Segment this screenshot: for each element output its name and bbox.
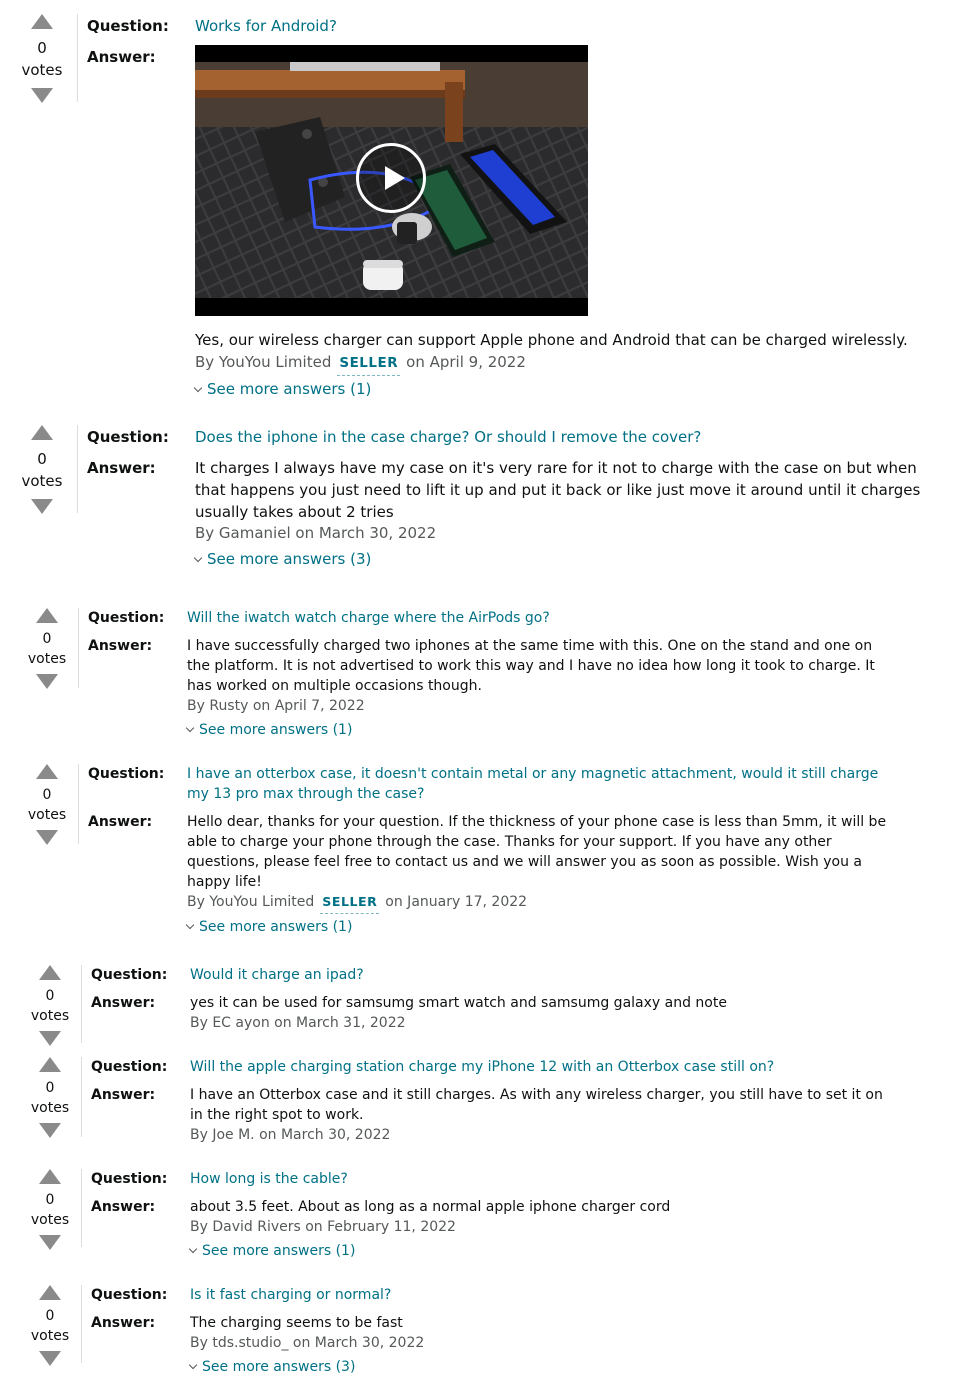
answer-label: Answer: [88,638,153,654]
vote-count: 0 [37,450,47,468]
question-link[interactable]: Will the apple charging station charge my iPhone 12 with an Otterbox case still on? [190,1059,775,1075]
answer-line: I have an Otterbox case and it still charges. As with any wireless charger, you still have to set it on [190,1087,883,1103]
upvote-arrow-icon[interactable] [36,608,58,623]
downvote-arrow-icon[interactable] [31,499,53,514]
vote-widget [12,764,82,845]
chevron-down-icon [194,384,202,392]
downvote-arrow-icon[interactable] [39,1351,61,1366]
answer-line: questions, please feel free to contact us and we will answer you as soon as possible. Wish you a [187,854,862,870]
answer-label: Answer: [88,814,153,830]
downvote-arrow-icon[interactable] [39,1123,61,1138]
upvote-arrow-icon[interactable] [39,965,61,980]
answer-line: It charges I always have my case on it's very rare for it not to charge with the case on but when [195,459,917,477]
answer-byline: By tds.studio_ on March 30, 2022 [190,1335,425,1351]
question-link[interactable]: Will the iwatch watch charge where the AirPods go? [187,610,550,626]
answer-byline [195,351,526,376]
answer-line: happy life! [187,874,262,890]
answer-date: on April 9, 2022 [406,353,526,371]
question-label: Question: [88,766,165,782]
downvote-arrow-icon[interactable] [39,1235,61,1250]
votes-label: votes [30,1328,70,1344]
see-more-answers-link[interactable] [190,1241,355,1261]
chevron-down-icon [194,554,202,562]
answer-text [190,993,727,1013]
question-label: Question: [91,967,168,983]
votes-label: votes [30,1008,70,1024]
see-more-label: See more answers (1) [202,1243,356,1259]
answer-byline: By Gamaniel on March 30, 2022 [195,524,437,542]
see-more-label: See more answers (1) [207,380,372,398]
answer-text [195,457,920,523]
chevron-down-icon [186,921,194,929]
divider [77,14,78,102]
answer-line: in the right spot to work. [190,1107,364,1123]
answer-byline: By Rusty on April 7, 2022 [187,698,365,714]
question-link[interactable] [187,764,878,804]
answer-text: Yes, our wireless charger can support Apple phone and Android that can be charged wirelessly. [195,331,908,349]
see-more-answers-link[interactable] [187,720,352,740]
answer-text [190,1313,403,1333]
answer-line: about 3.5 feet. About as long as a normal apple iphone charger cord [190,1199,671,1215]
votes-label: votes [27,651,67,667]
question-line[interactable]: I have an otterbox case, it doesn't contain metal or any magnetic attachment, would it still charge [187,766,879,782]
downvote-arrow-icon[interactable] [39,1031,61,1046]
answer-line: usually takes about 2 tries [195,503,394,521]
upvote-arrow-icon[interactable] [31,14,53,29]
question-label: Question: [91,1171,168,1187]
answer-line: able to charge your phone through the case. Thanks for your support. If you have any other [187,834,832,850]
question-label: Question: [87,17,169,35]
answer-byline [187,892,527,914]
answer-line: yes it can be used for samsumg smart watch and samsumg galaxy and note [190,995,727,1011]
answer-line: The charging seems to be fast [190,1315,403,1331]
votes-label: votes [21,61,63,79]
upvote-arrow-icon[interactable] [36,764,58,779]
answer-text [187,636,875,696]
answer-byline: By EC ayon on March 31, 2022 [190,1015,406,1031]
answer-text [190,1085,883,1125]
author-name: By YouYou Limited [195,353,332,371]
question-label: Question: [91,1287,168,1303]
vote-widget [15,1057,85,1138]
vote-count: 0 [42,631,52,647]
divider [81,965,82,1043]
vote-widget [7,425,77,514]
answer-video[interactable] [195,45,588,316]
chevron-down-icon [186,724,194,732]
see-more-answers-link[interactable] [195,378,371,400]
vote-count: 0 [45,1080,55,1096]
answer-line: the platform. It is not advertised to work this way and I have no idea how long it took to charge. It [187,658,875,674]
answer-label: Answer: [87,48,156,66]
vote-widget [15,1169,85,1250]
answer-line: has worked on multiple occasions though. [187,678,482,694]
vote-widget [12,608,82,689]
upvote-arrow-icon[interactable] [39,1285,61,1300]
see-more-label: See more answers (1) [199,919,353,935]
votes-label: votes [30,1100,70,1116]
seller-badge[interactable]: SELLER [337,352,400,376]
see-more-label: See more answers (3) [207,550,372,568]
vote-count: 0 [45,988,55,1004]
upvote-arrow-icon[interactable] [39,1057,61,1072]
answer-text [187,812,886,892]
answer-label: Answer: [91,1315,156,1331]
divider [81,1285,82,1363]
answer-date: on January 17, 2022 [385,894,528,910]
see-more-label: See more answers (1) [199,722,353,738]
answer-line: I have successfully charged two iphones at the same time with this. One on the stand and one on [187,638,873,654]
answer-byline: By Joe M. on March 30, 2022 [190,1127,391,1143]
answer-label: Answer: [87,459,156,477]
upvote-arrow-icon[interactable] [39,1169,61,1184]
divider [77,425,78,513]
votes-label: votes [21,472,63,490]
answer-label: Answer: [91,1087,156,1103]
downvote-arrow-icon[interactable] [36,674,58,689]
answer-label: Answer: [91,995,156,1011]
question-link[interactable]: Would it charge an ipad? [190,967,364,983]
see-more-answers-link[interactable] [190,1357,355,1377]
answer-text [190,1197,670,1217]
see-more-label: See more answers (3) [202,1359,356,1375]
divider [78,608,79,688]
vote-widget [15,1285,85,1366]
downvote-arrow-icon[interactable] [31,88,53,103]
divider [78,764,79,844]
answer-label: Answer: [91,1199,156,1215]
question-line[interactable]: my 13 pro max through the case? [187,786,425,802]
vote-widget [7,14,77,103]
upvote-arrow-icon[interactable] [31,425,53,440]
vote-count: 0 [45,1192,55,1208]
question-label: Question: [91,1059,168,1075]
divider [81,1057,82,1137]
downvote-arrow-icon[interactable] [36,830,58,845]
vote-count: 0 [42,787,52,803]
author-name: By YouYou Limited [187,894,315,910]
question-link[interactable]: Is it fast charging or normal? [190,1287,392,1303]
votes-label: votes [30,1212,70,1228]
question-label: Question: [88,610,165,626]
votes-label: votes [27,807,67,823]
vote-widget [15,965,85,1046]
seller-badge[interactable]: SELLER [320,892,379,914]
see-more-answers-link[interactable] [187,917,352,937]
question-label: Question: [87,428,169,446]
question-link[interactable]: Works for Android? [195,17,337,35]
chevron-down-icon [189,1361,197,1369]
vote-count: 0 [45,1308,55,1324]
answer-line: Hello dear, thanks for your question. If the thickness of your phone case is less than 5mm, it will be [187,814,887,830]
divider [81,1169,82,1247]
chevron-down-icon [189,1245,197,1253]
question-link[interactable]: Does the iphone in the case charge? Or should I remove the cover? [195,428,702,446]
see-more-answers-link[interactable] [195,548,371,570]
vote-count: 0 [37,39,47,57]
answer-line: that happens you just need to lift it up and put it back or like just move it around until it charges [195,481,921,499]
play-icon[interactable] [356,143,426,213]
question-link[interactable]: How long is the cable? [190,1171,348,1187]
answer-byline: By David Rivers on February 11, 2022 [190,1219,456,1235]
